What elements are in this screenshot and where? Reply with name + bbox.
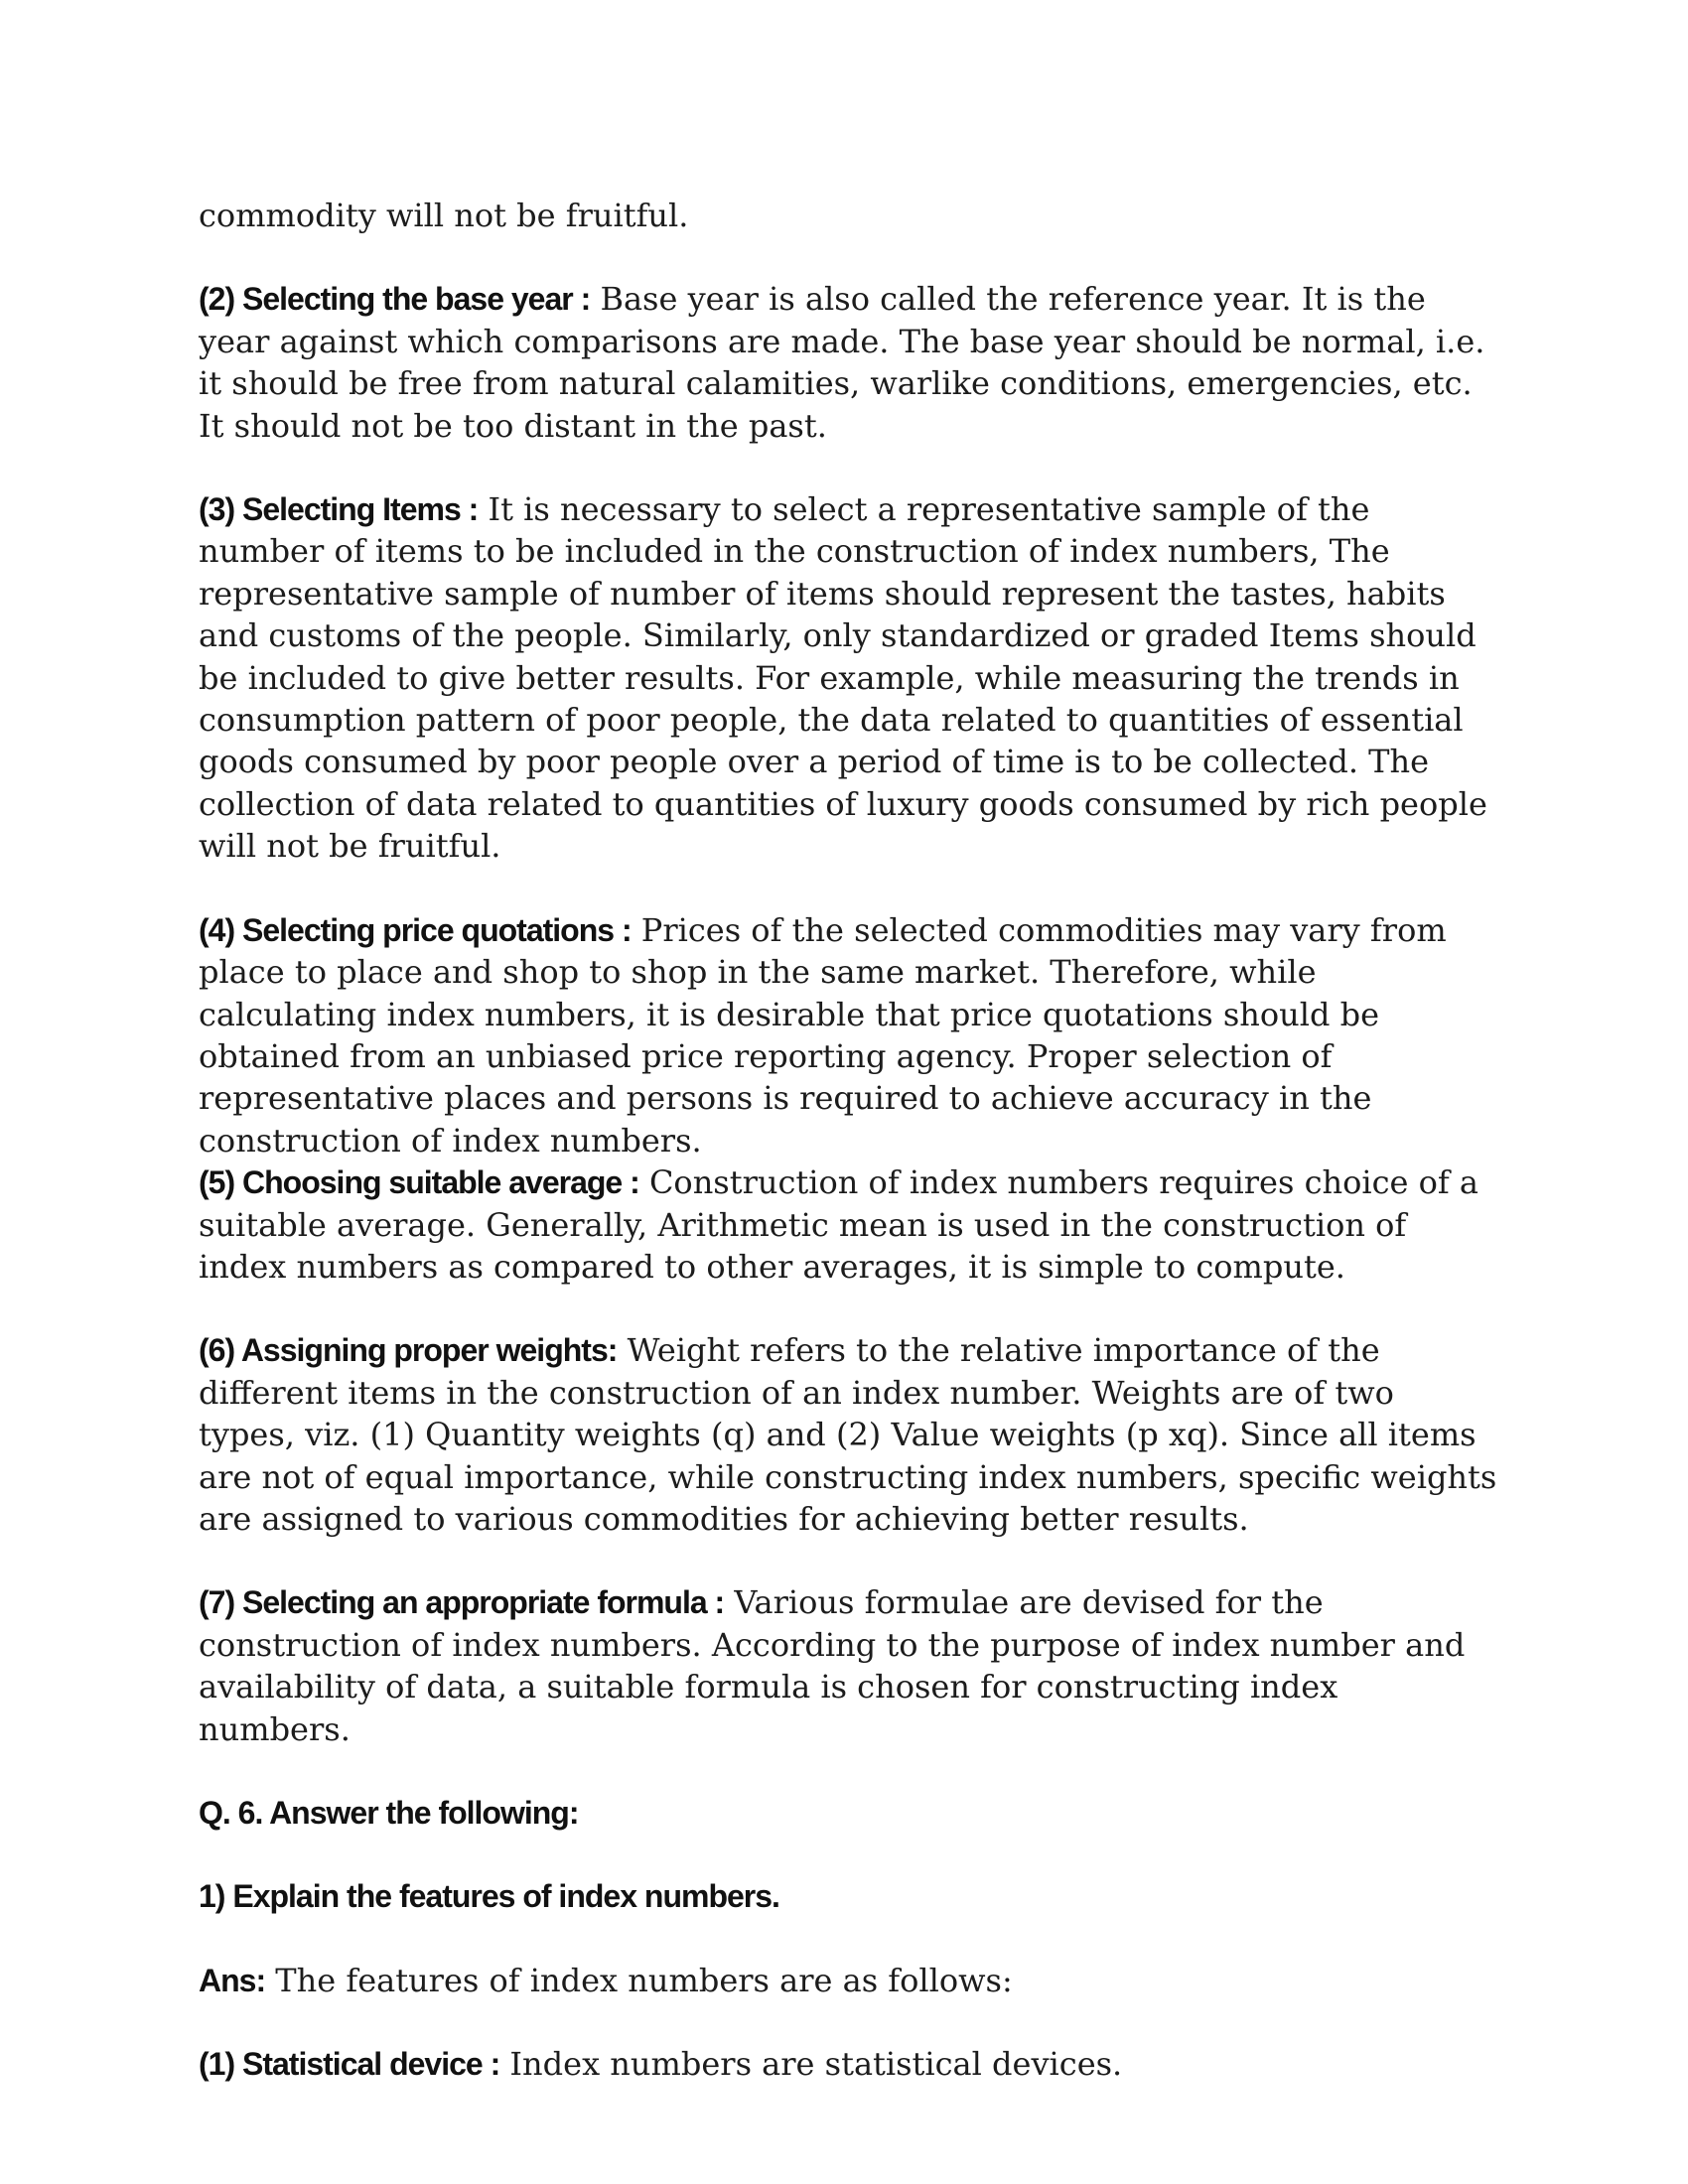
section-suitable-average — [199, 1161, 1499, 1288]
document-page — [199, 195, 1499, 2127]
section-body: Construction of index numbers requires choice of a suitable average. Generally, Arithmetic mean is used in the construction of index numbers as compared to other averages, it is simple to compute. — [199, 1163, 1478, 1286]
answer-lead: Ans: — [199, 1962, 266, 1998]
answer-intro — [199, 1960, 1499, 2001]
section-price-quotations — [199, 909, 1499, 1161]
feature-body: Index numbers are statistical devices. — [499, 2045, 1123, 2084]
feature-lead: (1) Statistical device : — [199, 2046, 500, 2083]
section-body: Base year is also called the reference year. It is the year against which comparisons are made. The base year should be normal, i.e. it should be free from natural calamities, warlike conditions, emergencies, etc. It should not be too distant in the past. — [199, 280, 1485, 445]
section-body: Various formulae are devised for the construction of index numbers. According to the purpose of index number and availability of data, a suitable formula is chosen for constructing index numbers. — [199, 1583, 1466, 1748]
question-heading: Q. 6. Answer the following: — [199, 1795, 579, 1831]
section-selecting-items — [199, 488, 1499, 868]
section-body: It is necessary to select a representative sample of the number of items to be included in the construction of index numbers, The representative sample of number of items should represent the tastes, habits and customs of the people. Similarly, only standardized or graded Items should be included to give better results. For example, while measuring the trends in consumption pattern of poor people, the data related to quantities of essential goods consumed by poor people over a period of time is to be collected. The collection of data related to quantities of luxury goods consumed by rich people will not be fruitful. — [199, 490, 1487, 866]
section-base-year — [199, 278, 1499, 447]
section-body: Prices of the selected commodities may vary from place to place and shop to shop in the same market. Therefore, while calculating index numbers, it is desirable that price quotations should be obtained from an unbiased price reporting agency. Proper selection of representative places and persons is required to achieve accuracy in the construction of index numbers. — [199, 910, 1447, 1160]
section-lead: (7) Selecting an appropriate formula : — [199, 1584, 725, 1621]
answer-body: The features of index numbers are as follows: — [265, 1961, 1013, 1999]
section-body: Weight refers to the relative importance of the different items in the construction of an index number. Weights are of two types, viz. (1) Quantity weights (q) and (2) Value weights (p xq). Since all items are not of equal importance, while constructing index numbers, specific weights are assigned to various commodities for achieving better results. — [199, 1331, 1497, 1538]
section-lead: (3) Selecting Items : — [199, 491, 479, 528]
section-lead: (5) Choosing suitable average : — [199, 1164, 639, 1201]
feature-statistical-device — [199, 2043, 1499, 2085]
continuation-text: commodity will not be fruitful. — [199, 197, 689, 234]
section-proper-weights — [199, 1329, 1499, 1540]
sub-question-heading: 1) Explain the features of index numbers. — [199, 1878, 779, 1915]
section-lead: (4) Selecting price quotations : — [199, 911, 632, 948]
section-lead: (6) Assigning proper weights: — [199, 1332, 618, 1369]
section-lead: (2) Selecting the base year : — [199, 281, 591, 318]
section-appropriate-formula — [199, 1581, 1499, 1750]
